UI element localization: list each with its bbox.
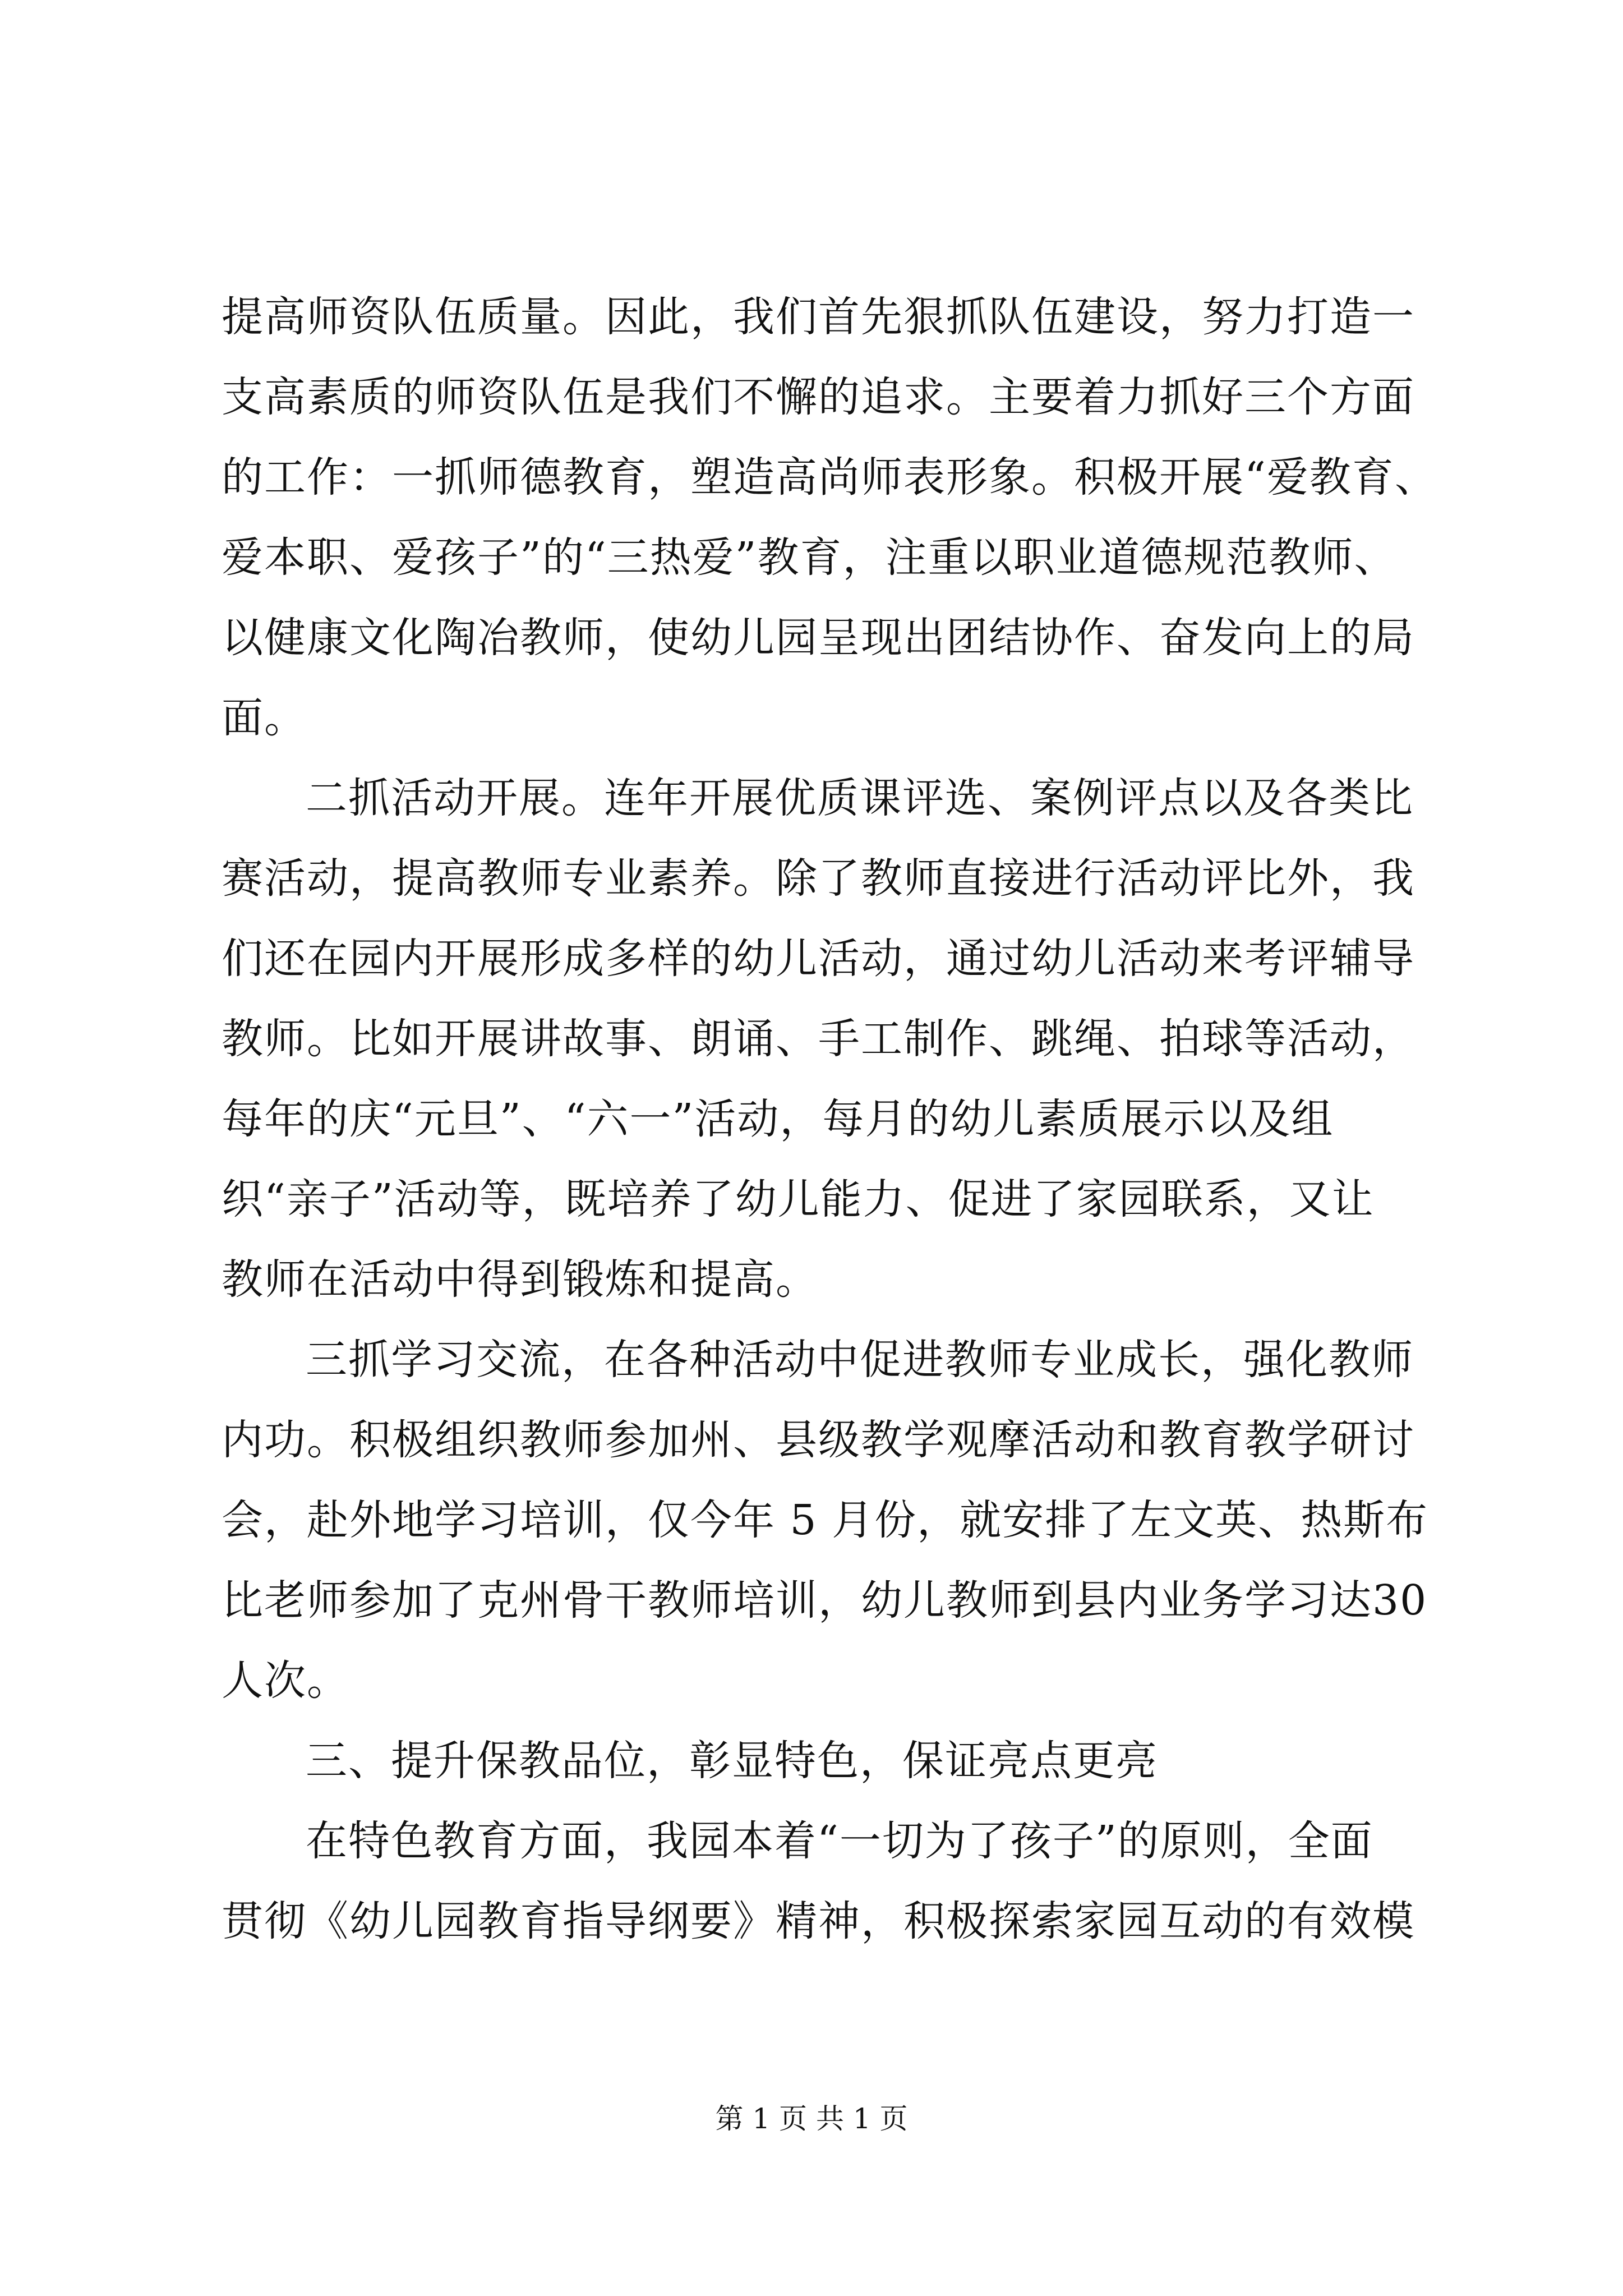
text-line: 面。	[222, 694, 307, 742]
text-line: 每年的庆“元旦”、“六一”活动，每月的幼儿素质展示以及组	[222, 1095, 1334, 1143]
text-line: 的工作：一抓师德教育，塑造高尚师表形象。积极开展“爱教育、	[222, 453, 1437, 501]
text-line: 支高素质的师资队伍是我们不懈的追求。主要着力抓好三个方面	[222, 373, 1415, 421]
text-line: 会，赴外地学习培训，仅今年 5 月份，就安排了左文英、热斯布	[222, 1496, 1429, 1544]
page-footer: 第 1 页 共 1 页	[715, 2102, 908, 2135]
text-line: 比老师参加了克州骨干教师培训，幼儿教师到县内业务学习达30	[222, 1576, 1428, 1625]
text-line: 教师。比如开展讲故事、朗诵、手工制作、跳绳、拍球等活动，	[222, 1015, 1415, 1063]
text-line: 织“亲子”活动等，既培养了幼儿能力、促进了家园联系，又让	[222, 1175, 1375, 1223]
text-line: 提高师资队伍质量。因此，我们首先狠抓队伍建设，努力打造一	[222, 293, 1415, 341]
section-heading: 三、提升保教品位，彰显特色，保证亮点更亮	[306, 1737, 1158, 1785]
text-line: 以健康文化陶冶教师，使幼儿园呈现出团结协作、奋发向上的局	[222, 614, 1415, 662]
text-line: 二抓活动开展。连年开展优质课评选、案例评点以及各类比	[306, 774, 1414, 822]
text-line: 教师在活动中得到锻炼和提高。	[222, 1255, 818, 1304]
text-line: 内功。积极组织教师参加州、县级教学观摩活动和教育教学研讨	[222, 1416, 1415, 1464]
text-line: 人次。	[222, 1657, 349, 1705]
text-line: 在特色教育方面，我园本着“一切为了孩子”的原则，全面	[306, 1817, 1373, 1865]
text-line: 赛活动，提高教师专业素养。除了教师直接进行活动评比外，我	[222, 854, 1415, 903]
text-line: 贯彻《幼儿园教育指导纲要》精神，积极探索家园互动的有效模	[222, 1897, 1415, 1945]
text-line: 们还在园内开展形成多样的幼儿活动，通过幼儿活动来考评辅导	[222, 935, 1415, 983]
text-line: 爱本职、爱孩子”的“三热爱”教育，注重以职业道德规范教师、	[222, 533, 1397, 582]
text-line: 三抓学习交流，在各种活动中促进教师专业成长，强化教师	[306, 1336, 1414, 1384]
